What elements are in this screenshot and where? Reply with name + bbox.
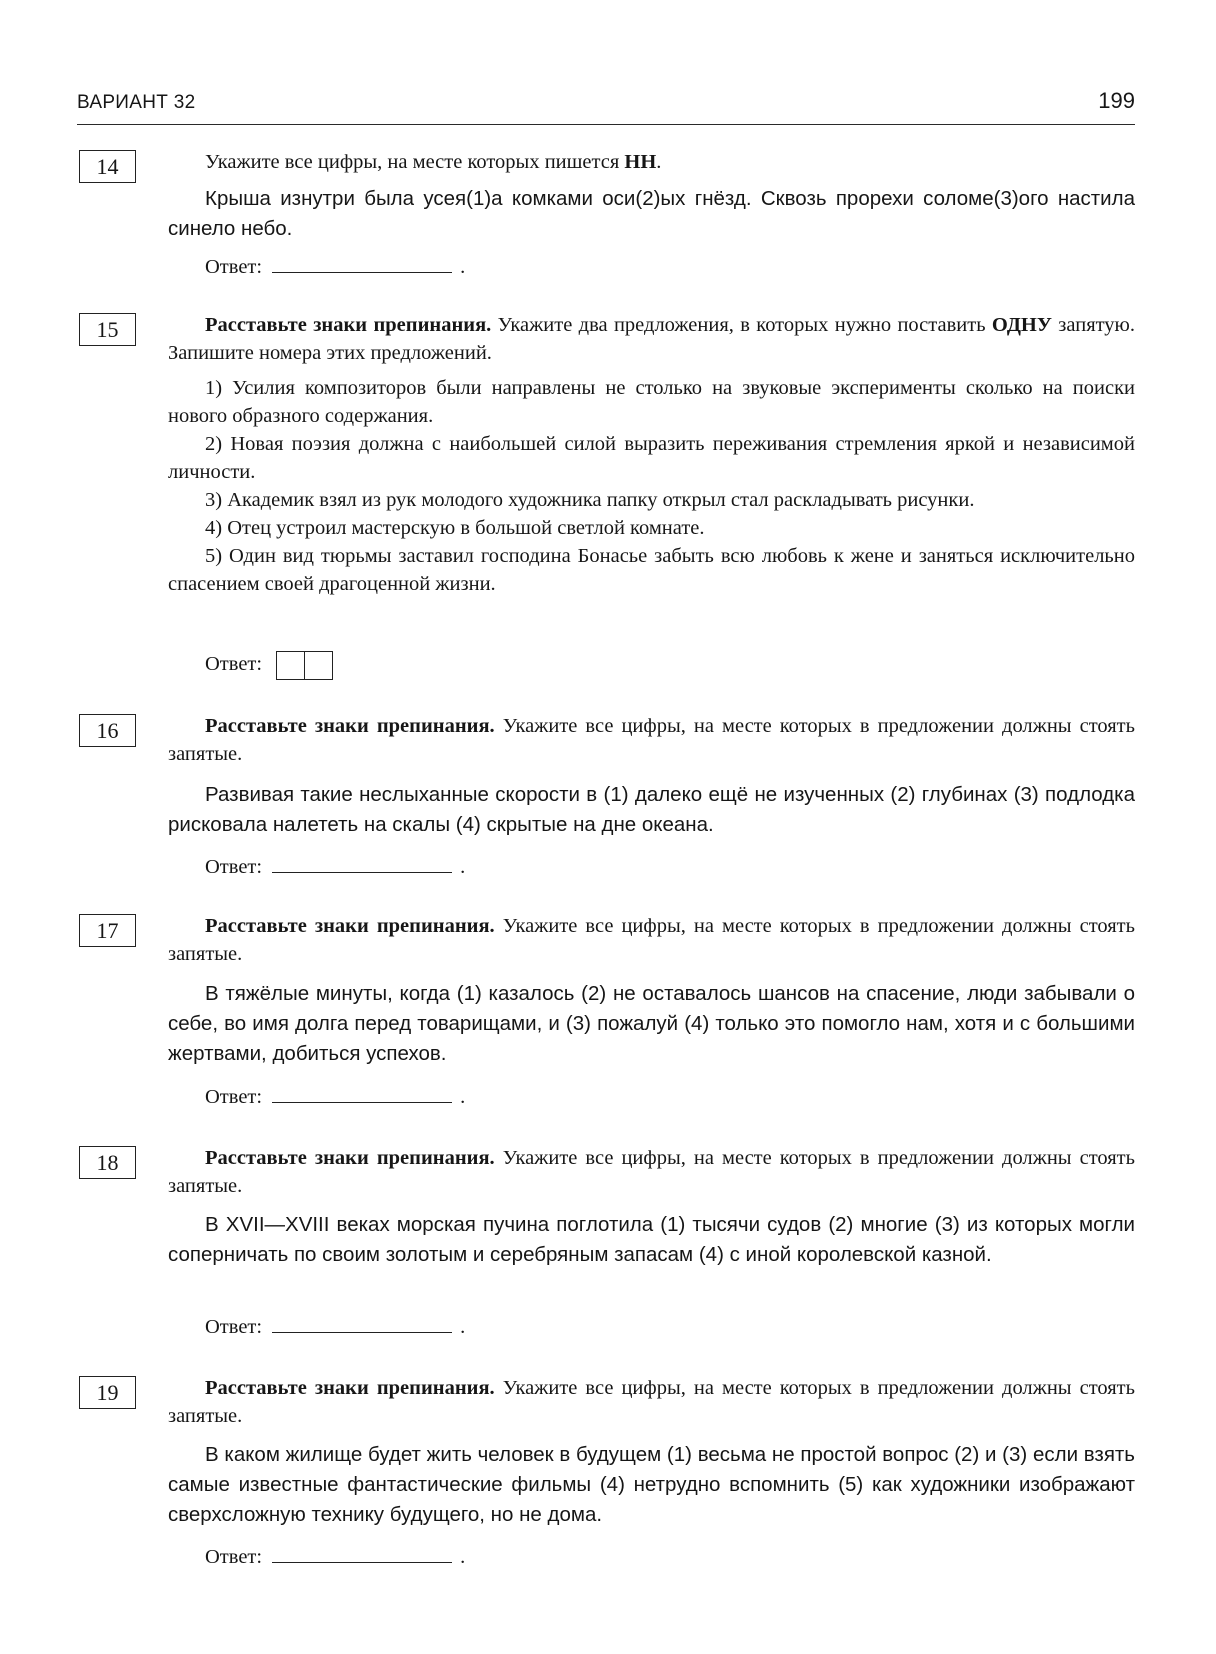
task-number-17: 17 xyxy=(79,914,136,947)
instruction-text: Укажите все цифры, на месте которых в предложении должны стоять запятые. xyxy=(168,915,1135,965)
instruction-emphasis: НН xyxy=(624,151,657,173)
answer-end: . xyxy=(460,1316,466,1338)
instruction-text: Укажите все цифры, на месте которых пишется xyxy=(205,151,625,173)
answer-label: Ответ: xyxy=(205,1086,263,1108)
list-item: 5) Один вид тюрьмы заставил господина Бонасье забыть всю любовь к жене и заняться исключительно спасением своей драгоценной жизни. xyxy=(168,545,1135,595)
answer-label: Ответ: xyxy=(205,256,263,278)
list-item: 4) Отец устроил мастерскую в большой светлой комнате. xyxy=(205,517,705,539)
answer-label: Ответ: xyxy=(205,653,263,675)
task-18-text: В XVII—XVIII веках морская пучина поглотила (1) тысячи судов (2) многие (3) из которых могли соперничать по своим золотым и серебряным запасам (4) с иной королевской казной. xyxy=(168,1213,1135,1266)
instruction-text: Укажите все цифры, на месте которых в предложении должны стоять запятые. xyxy=(168,1147,1135,1197)
answer-line[interactable] xyxy=(272,256,452,273)
instruction-text: Укажите все цифры, на месте которых в предложении должны стоять запятые. xyxy=(168,715,1135,765)
task-number-19: 19 xyxy=(79,1376,136,1409)
answer-line[interactable] xyxy=(272,1086,452,1103)
answer-label: Ответ: xyxy=(205,856,263,878)
list-item: 2) Новая поэзия должна с наибольшей силой выразить переживания стремления яркой и независимой личности. xyxy=(168,433,1135,483)
answer-label: Ответ: xyxy=(205,1316,263,1338)
task-15-items xyxy=(168,374,1135,598)
answer-line[interactable] xyxy=(272,856,452,873)
page-header xyxy=(77,88,1135,125)
instruction-bold: Расставьте знаки препинания. xyxy=(205,1377,495,1399)
instruction-bold: Расставьте знаки препинания. xyxy=(205,715,495,737)
task-17-instruction xyxy=(168,912,1135,968)
answer-cell[interactable] xyxy=(276,651,305,680)
variant-title: ВАРИАНТ 32 xyxy=(77,92,196,113)
task-number-15: 15 xyxy=(79,313,136,346)
task-18-answer[interactable] xyxy=(205,1313,465,1341)
task-18-instruction xyxy=(168,1144,1135,1200)
task-19-text: В каком жилище будет жить человек в будущем (1) весьма не простой вопрос (2) и (3) если взять самые известные фантастические фильмы (4) нетрудно вспомнить (5) как художники изображают сверхсложную технику будущего, но не дома. xyxy=(168,1443,1135,1526)
task-16-text: Развивая такие неслыханные скорости в (1) далеко ещё не изученных (2) глубинах (3) подлодка рисковала налететь на скалы (4) скрытые на дне океана. xyxy=(168,783,1135,836)
list-item: 1) Усилия композиторов были направлены не столько на звуковые эксперименты сколько на поиски нового образного содержания. xyxy=(168,377,1135,427)
task-number-14: 14 xyxy=(79,150,136,183)
task-19-instruction xyxy=(168,1374,1135,1430)
task-16-instruction xyxy=(168,712,1135,768)
instruction-bold: Расставьте знаки препинания. xyxy=(205,1147,495,1169)
task-14-answer[interactable] xyxy=(205,253,465,281)
answer-end: . xyxy=(460,256,466,278)
instruction-emphasis: ОДНУ xyxy=(991,314,1052,336)
instruction-bold: Расставьте знаки препинания. xyxy=(205,915,495,937)
task-16-answer[interactable] xyxy=(205,853,465,881)
answer-end: . xyxy=(460,1546,466,1568)
task-15-answer[interactable] xyxy=(205,650,333,680)
instruction-text: Укажите два предложения, в которых нужно поставить xyxy=(491,314,992,336)
instruction-text: . xyxy=(656,151,662,173)
answer-label: Ответ: xyxy=(205,1546,263,1568)
task-number-16: 16 xyxy=(79,714,136,747)
answer-cell[interactable] xyxy=(304,651,333,680)
task-14-text: Крыша изнутри была усея(1)а комками оси(2)ых гнёзд. Сквозь прорехи соломе(3)ого настила синело небо. xyxy=(168,187,1135,240)
task-number-18: 18 xyxy=(79,1146,136,1179)
answer-end: . xyxy=(460,856,466,878)
task-14-instruction xyxy=(168,148,1135,176)
instruction-text: запятую. Запишите номера этих предложений. xyxy=(168,314,1135,364)
answer-end: . xyxy=(460,1086,466,1108)
answer-line[interactable] xyxy=(272,1316,452,1333)
instruction-text: Укажите все цифры, на месте которых в предложении должны стоять запятые. xyxy=(168,1377,1135,1427)
task-17-text: В тяжёлые минуты, когда (1) казалось (2) не оставалось шансов на спасение, люди забывали о себе, во имя долга перед товарищами, и (3) пожалуй (4) только это помогло нам, хотя и с большими жертвами, добиться успехов. xyxy=(168,982,1135,1065)
task-15-instruction xyxy=(168,311,1135,367)
list-item: 3) Академик взял из рук молодого художника папку открыл стал раскладывать рисунки. xyxy=(205,489,975,511)
answer-line[interactable] xyxy=(272,1546,452,1563)
task-19-answer[interactable] xyxy=(205,1543,465,1571)
answer-boxes[interactable] xyxy=(276,650,333,680)
task-17-answer[interactable] xyxy=(205,1083,465,1111)
instruction-bold: Расставьте знаки препинания. xyxy=(205,314,492,336)
page-number: 199 xyxy=(1098,88,1135,113)
